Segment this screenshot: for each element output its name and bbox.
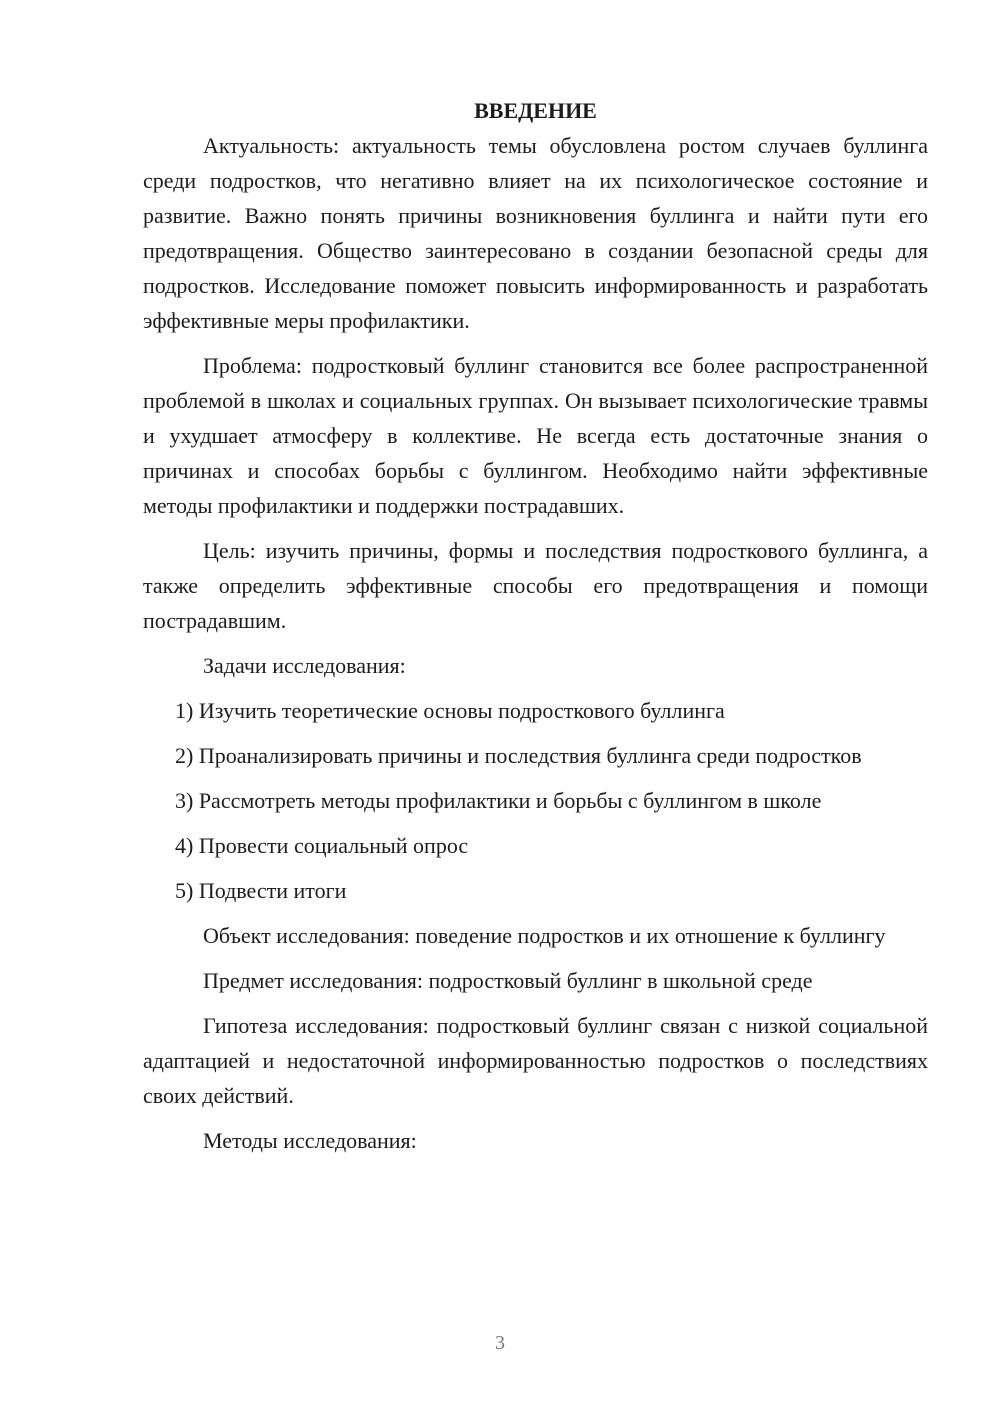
subject-paragraph: Предмет исследования: подростковый буллинг в школьной среде [203,968,813,993]
problem-paragraph: Проблема: подростковый буллинг становится все более распространенной проблемой в школах и социальных группах. Он вызывает психологические травмы и ухудшает атмосферу в коллективе. Не всегда есть достаточные знания о причинах и способах борьбы с буллингом. Необходимо найти эффективные методы профилактики и поддержки пострадавших. [143,353,928,518]
hypothesis-paragraph: Гипотеза исследования: подростковый буллинг связан с низкой социальной адаптацией и недостаточной информированностью подростков о последствиях своих действий. [143,1013,928,1108]
task-item-3: 3) Рассмотреть методы профилактики и борьбы с буллингом в школе [175,788,822,813]
task-item-2: 2) Проанализировать причины и последствия буллинга среди подростков [175,743,862,768]
relevance-paragraph: Актуальность: актуальность темы обусловлена ростом случаев буллинга среди подростков, что негативно влияет на их психологическое состояние и развитие. Важно понять причины возникновения буллинга и найти пути его предотвращения. Общество заинтересовано в создании безопасной среды для подростков. Исследование поможет повысить информированность и разработать эффективные меры профилактики. [143,133,928,333]
document-page [143,93,928,1168]
task-item-1: 1) Изучить теоретические основы подросткового буллинга [175,698,725,723]
methods-heading: Методы исследования: [203,1128,417,1153]
section-title: ВВЕДЕНИЕ [474,98,597,123]
task-item-5: 5) Подвести итоги [175,878,347,903]
page-number: 3 [495,1332,505,1354]
goal-paragraph: Цель: изучить причины, формы и последствия подросткового буллинга, а также определить эффективные способы его предотвращения и помощи пострадавшим. [143,538,928,633]
task-item-4: 4) Провести социальный опрос [175,833,469,858]
object-paragraph: Объект исследования: поведение подростков и их отношение к буллингу [203,923,886,948]
tasks-heading: Задачи исследования: [203,653,406,678]
